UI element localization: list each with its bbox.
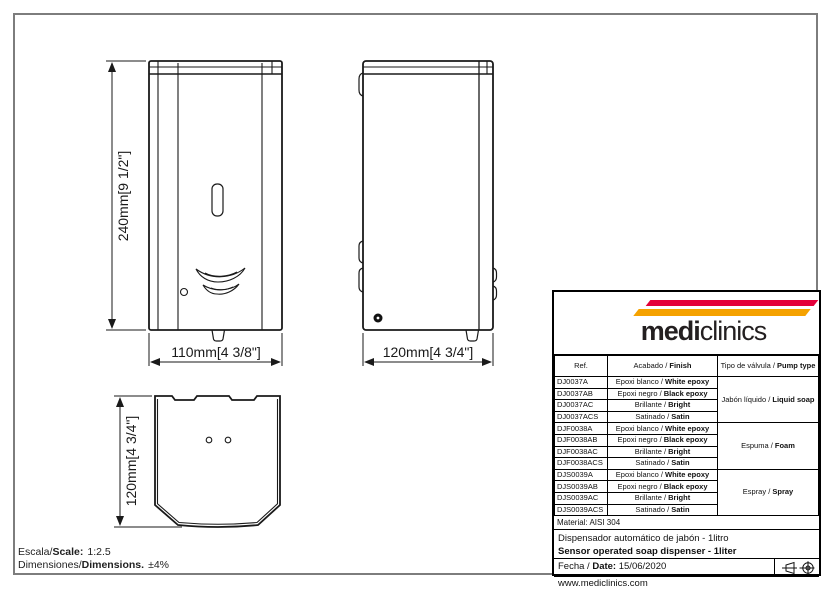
ref-cell: DJ0037A (555, 377, 608, 389)
ref-cell: DJF0038AB (555, 434, 608, 446)
first-angle-projection-icon (778, 560, 816, 576)
finish-cell: Satinado / Satin (608, 411, 718, 423)
top-view (155, 396, 280, 527)
title-block (552, 290, 821, 589)
scale-line (18, 546, 169, 559)
ref-cell: DJS0039AB (555, 481, 608, 493)
finish-cell: Satinado / Satin (608, 504, 718, 516)
product-description (554, 530, 819, 559)
finish-cell: Epoxi negro / Black epoxy (608, 481, 718, 493)
date-row (554, 559, 819, 577)
dims-label-en: Dimensions. (81, 559, 145, 571)
pump-cell: Jabón líquido / Liquid soap (718, 377, 819, 423)
description-spanish: Dispensador automático de jabón - 1litro (558, 533, 729, 545)
ref-cell: DJF0038A (555, 423, 608, 435)
date-label-en: Date: (592, 561, 617, 573)
side-bottom-tab (466, 330, 479, 341)
scale-notes (18, 546, 169, 572)
finish-cell: Epoxi negro / Black epoxy (608, 434, 718, 446)
date-value: 15/06/2020 (618, 561, 667, 573)
top-height-label: 120mm[4 3/4"] (123, 415, 139, 507)
ref-cell: DJS0039AC (555, 492, 608, 504)
table-row (555, 469, 819, 481)
top-hole-right (225, 437, 231, 443)
finish-cell: Epoxi blanco / White epoxy (608, 469, 718, 481)
table-header-row (555, 355, 819, 377)
finish-cell: Satinado / Satin (608, 458, 718, 470)
header-finish: Acabado / Finish (608, 355, 718, 377)
ref-cell: DJF0038ACS (555, 458, 608, 470)
front-height-label: 240mm[9 1/2"] (115, 150, 131, 242)
header-ref: Ref. (555, 355, 608, 377)
finish-cell: Brillante / Bright (608, 400, 718, 412)
brand-wordmark-bold: medi (640, 316, 700, 346)
table-row (555, 377, 819, 389)
finish-cell: Epoxi blanco / White epoxy (608, 423, 718, 435)
website-row: www.mediclinics.com (558, 578, 648, 589)
finish-cell: Epoxi negro / Black epoxy (608, 388, 718, 400)
table-row (555, 423, 819, 435)
front-bottom-tab (212, 330, 225, 341)
ref-cell: DJ0037AB (555, 388, 608, 400)
ref-cell: DJ0037AC (555, 400, 608, 412)
brand-logo (554, 292, 819, 354)
front-sensor-hole (181, 289, 188, 296)
front-nozzle-vents (196, 268, 245, 294)
scale-label-en: Scale: (52, 546, 84, 558)
dims-label-es: Dimensiones/ (18, 559, 82, 571)
front-view (149, 61, 282, 341)
side-width-label: 120mm[4 3/4"] (382, 344, 474, 360)
finish-table-body (555, 377, 819, 516)
header-pump: Tipo de válvula / Pump type (718, 355, 819, 377)
ref-cell: DJS0039ACS (555, 504, 608, 516)
ref-cell: DJF0038AC (555, 446, 608, 458)
finish-cell: Brillante / Bright (608, 492, 718, 504)
front-width-label: 110mm[4 3/8"] (171, 344, 261, 360)
material-row: Material: AISI 304 (554, 516, 819, 530)
logo-stripe-red (646, 300, 819, 306)
date-cell (554, 559, 774, 576)
finish-cell: Epoxi blanco / White epoxy (608, 377, 718, 389)
front-window-slot (212, 184, 223, 216)
scale-label-es: Escala/ (18, 546, 53, 558)
scale-value: 1:2.5 (87, 546, 111, 558)
dims-value: ±4% (148, 559, 170, 571)
pump-cell: Espray / Spray (718, 469, 819, 515)
finish-table (554, 354, 819, 516)
logo-stripe-yellow (633, 309, 810, 316)
date-label-es: Fecha / (558, 561, 593, 573)
ref-cell: DJ0037ACS (555, 411, 608, 423)
brand-wordmark-light: clinics (699, 316, 767, 346)
description-english: Sensor operated soap dispenser - 1liter (558, 546, 737, 558)
ref-cell: DJS0039A (555, 469, 608, 481)
side-view (359, 61, 497, 341)
top-hole-left (206, 437, 212, 443)
finish-cell: Brillante / Bright (608, 446, 718, 458)
projection-symbol-box (774, 559, 819, 576)
dimensions-line (18, 559, 169, 572)
brand-wordmark (554, 316, 819, 347)
pump-cell: Espuma / Foam (718, 423, 819, 469)
